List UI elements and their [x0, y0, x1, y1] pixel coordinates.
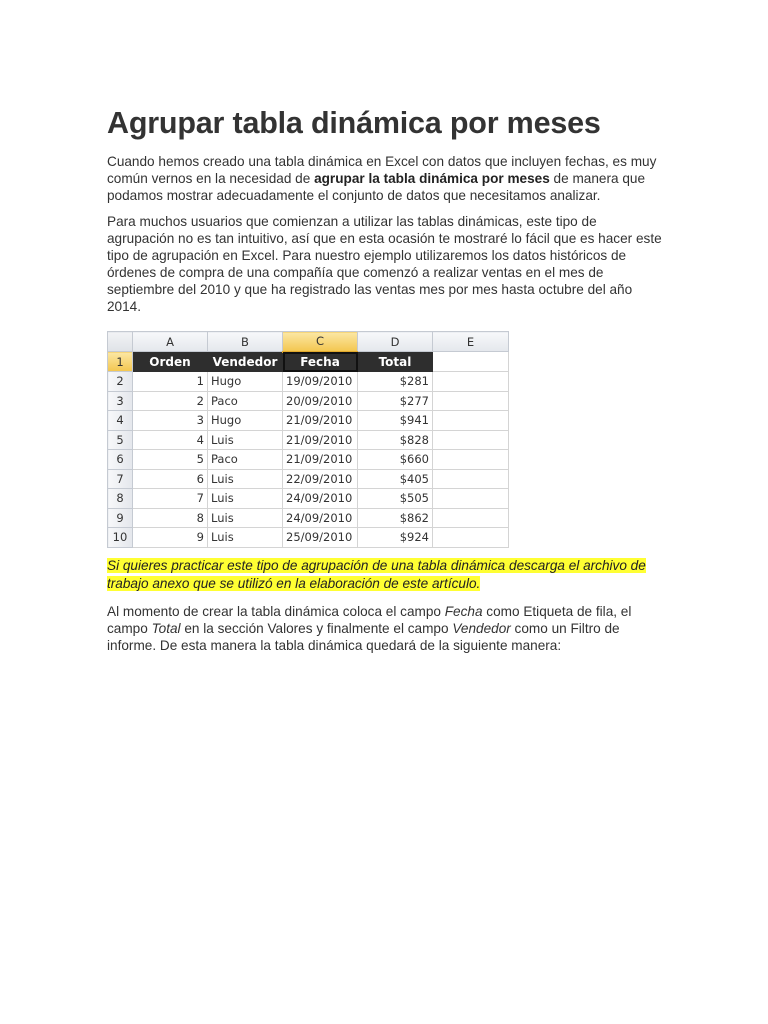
header-cell-fecha[interactable]: Fecha [283, 352, 358, 372]
instructions-text-2: como Etiqueta de fila, el campo [107, 603, 632, 636]
empty-cell[interactable] [433, 372, 509, 392]
cell-orden[interactable]: 5 [133, 450, 208, 470]
cell-vendedor[interactable]: Luis [208, 489, 283, 509]
intro-bold-text: agrupar la tabla dinámica por meses [314, 171, 550, 186]
row-header[interactable]: 10 [108, 528, 133, 548]
page-title: Agrupar tabla dinámica por meses [107, 106, 601, 140]
instructions-paragraph [107, 603, 662, 654]
field-vendedor: Vendedor [452, 620, 511, 636]
empty-cell[interactable] [433, 352, 509, 372]
column-header-row [108, 332, 509, 352]
cell-orden[interactable]: 9 [133, 528, 208, 548]
cell-vendedor[interactable]: Hugo [208, 411, 283, 431]
table-row [108, 508, 509, 528]
cell-fecha[interactable]: 20/09/2010 [283, 391, 358, 411]
cell-total[interactable]: $924 [358, 528, 433, 548]
cell-orden[interactable]: 2 [133, 391, 208, 411]
select-all-corner[interactable] [108, 332, 133, 352]
cell-total[interactable]: $281 [358, 372, 433, 392]
cell-total[interactable]: $277 [358, 391, 433, 411]
row-header[interactable]: 9 [108, 508, 133, 528]
cell-vendedor[interactable]: Luis [208, 508, 283, 528]
row-header[interactable]: 8 [108, 489, 133, 509]
empty-cell[interactable] [433, 469, 509, 489]
table-row [108, 430, 509, 450]
cell-vendedor[interactable]: Luis [208, 528, 283, 548]
table-row [108, 528, 509, 548]
table-header-row [108, 352, 509, 372]
article [107, 104, 662, 654]
table-row [108, 372, 509, 392]
empty-cell[interactable] [433, 391, 509, 411]
header-cell-orden[interactable]: Orden [133, 352, 208, 372]
instructions-text-1: Al momento de crear la tabla dinámica coloca el campo [107, 603, 445, 619]
spreadsheet-table [107, 331, 509, 548]
cell-orden[interactable]: 7 [133, 489, 208, 509]
context-paragraph: Para muchos usuarios que comienzan a utilizar las tablas dinámicas, este tipo de agrupación no es tan intuitivo, así que en esta ocasión te mostraré lo fácil que es hacer este tipo de agrupación en Excel. Para nuestro ejemplo utilizaremos los datos históricos de órdenes de compra de una compañía que comenzó a realizar ventas en el mes de septiembre del 2010 y que ha registrado las ventas mes por mes hasta octubre del año 2014. [107, 214, 662, 314]
column-header-c[interactable]: C [283, 332, 358, 352]
table-row [108, 411, 509, 431]
row-header[interactable]: 4 [108, 411, 133, 431]
column-header-b[interactable]: B [208, 332, 283, 352]
cell-vendedor[interactable]: Paco [208, 391, 283, 411]
row-header[interactable]: 7 [108, 469, 133, 489]
cell-total[interactable]: $405 [358, 469, 433, 489]
cell-total[interactable]: $828 [358, 430, 433, 450]
column-header-e[interactable]: E [433, 332, 509, 352]
download-note-wrapper [107, 557, 662, 593]
row-header[interactable]: 3 [108, 391, 133, 411]
cell-orden[interactable]: 4 [133, 430, 208, 450]
empty-cell[interactable] [433, 528, 509, 548]
table-row [108, 450, 509, 470]
intro-paragraph [107, 153, 662, 204]
column-header-d[interactable]: D [358, 332, 433, 352]
cell-orden[interactable]: 8 [133, 508, 208, 528]
cell-vendedor[interactable]: Luis [208, 430, 283, 450]
cell-fecha[interactable]: 24/09/2010 [283, 508, 358, 528]
empty-cell[interactable] [433, 411, 509, 431]
cell-total[interactable]: $862 [358, 508, 433, 528]
table-row [108, 391, 509, 411]
cell-fecha[interactable]: 24/09/2010 [283, 489, 358, 509]
cell-orden[interactable]: 6 [133, 469, 208, 489]
row-header[interactable]: 5 [108, 430, 133, 450]
cell-total[interactable]: $941 [358, 411, 433, 431]
empty-cell[interactable] [433, 430, 509, 450]
field-total: Total [151, 620, 181, 636]
row-header[interactable]: 2 [108, 372, 133, 392]
intro-text-after: de manera que podamos mostrar adecuadamente el conjunto de datos que necesitamos analizar. [107, 171, 646, 203]
table-row [108, 469, 509, 489]
download-note: Si quieres practicar este tipo de agrupación de una tabla dinámica descarga el archivo de trabajo anexo que se utilizó en la elaboración de este artículo. [107, 557, 646, 591]
cell-vendedor[interactable]: Hugo [208, 372, 283, 392]
cell-fecha[interactable]: 21/09/2010 [283, 450, 358, 470]
empty-cell[interactable] [433, 489, 509, 509]
row-header[interactable]: 1 [108, 352, 133, 372]
header-cell-total[interactable]: Total [358, 352, 433, 372]
empty-cell[interactable] [433, 450, 509, 470]
field-fecha: Fecha [444, 603, 483, 619]
empty-cell[interactable] [433, 508, 509, 528]
cell-orden[interactable]: 3 [133, 411, 208, 431]
table-row [108, 489, 509, 509]
column-header-a[interactable]: A [133, 332, 208, 352]
row-header[interactable]: 6 [108, 450, 133, 470]
cell-total[interactable]: $660 [358, 450, 433, 470]
instructions-text-4: como un Filtro de informe. De esta manera la tabla dinámica quedará de la siguiente manera: [107, 620, 620, 653]
cell-orden[interactable]: 1 [133, 372, 208, 392]
instructions-text-3: en la sección Valores y finalmente el campo [180, 620, 453, 636]
header-cell-vendedor[interactable]: Vendedor [208, 352, 283, 372]
cell-fecha[interactable]: 21/09/2010 [283, 411, 358, 431]
cell-fecha[interactable]: 21/09/2010 [283, 430, 358, 450]
cell-total[interactable]: $505 [358, 489, 433, 509]
cell-fecha[interactable]: 19/09/2010 [283, 372, 358, 392]
cell-vendedor[interactable]: Luis [208, 469, 283, 489]
cell-fecha[interactable]: 25/09/2010 [283, 528, 358, 548]
cell-vendedor[interactable]: Paco [208, 450, 283, 470]
intro-text-before: Cuando hemos creado una tabla dinámica en Excel con datos que incluyen fechas, es muy común vernos en la necesidad de [107, 154, 657, 186]
cell-fecha[interactable]: 22/09/2010 [283, 469, 358, 489]
